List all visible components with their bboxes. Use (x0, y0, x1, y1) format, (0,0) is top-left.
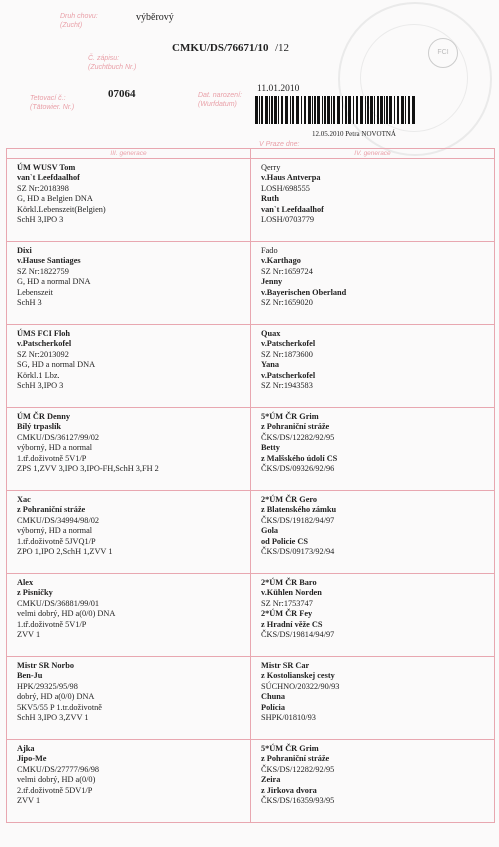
column-header-left: III. generace (7, 149, 251, 159)
pedigree-line: SZ Nr:1659724 (261, 266, 313, 276)
pedigree-line: Körkl.Lebenszeit(Belgien) (17, 204, 106, 214)
pedigree-line: v.Kühlen Norden (261, 588, 322, 598)
pedigree-line: Gola (261, 526, 279, 536)
pedigree-line: 1.tř.doživotně 5V1/P (17, 619, 87, 629)
pedigree-line: 1.tř.doživotně 5JVQ1/P (17, 536, 96, 546)
zapis-label: Č. zápisu: (Zuchtbuch Nr.) (88, 55, 137, 71)
pedigree-line: v.Hause Santiages (17, 256, 81, 266)
pedigree-cell-right (251, 159, 495, 242)
pedigree-line: Jipo-Me (17, 754, 47, 764)
pedigree-line: Jenny (261, 277, 283, 287)
pedigree-cell-left (7, 408, 251, 491)
pedigree-line: SchH 3 (17, 298, 42, 308)
pedigree-line: SZ Nr:1753747 (261, 598, 313, 608)
pedigree-line: Polícia (261, 702, 285, 712)
pedigree-cell-right (251, 574, 495, 657)
pedigree-cell-right (251, 408, 495, 491)
druh-value: výběrový (136, 12, 174, 23)
pedigree-line: z Pisničky (17, 588, 53, 598)
pedigree-line: SZ Nr:1659020 (261, 298, 313, 308)
table-row (7, 159, 495, 242)
pedigree-cell-right (251, 325, 495, 408)
pedigree-line: ZPO 1,IPO 2,SchH 1,ZVV 1 (17, 547, 113, 557)
pedigree-line: Dixi (17, 246, 32, 255)
pedigree-line: ZVV 1 (17, 796, 41, 806)
pedigree-line: z Kostolianskej cesty (261, 671, 335, 681)
pedigree-line: ČKS/DS/12282/92/95 (261, 764, 335, 774)
tet-value: 07064 (108, 88, 136, 100)
pedigree-line: 2*ÚM ČR Fey (261, 609, 313, 619)
praha-label: V Praze dne: (259, 141, 300, 148)
pedigree-line: dobrý, HD a(0/0) DNA (17, 692, 95, 702)
pedigree-line: SÚCHNO/20322/90/93 (261, 681, 340, 691)
pedigree-line: Yana (261, 360, 279, 370)
pedigree-line: ZVV 1 (17, 630, 41, 640)
pedigree-line: 5KV5/55 P 1.tr.doživotně (17, 702, 102, 712)
table-row (7, 325, 495, 408)
pedigree-line: SG, HD a normal DNA (17, 360, 96, 370)
pedigree-line: z Pohraniční stráže (17, 505, 86, 515)
date-value: 11.01.2010 (257, 84, 300, 94)
pedigree-line: SZ Nr:1943583 (261, 381, 313, 391)
pedigree-line: Xac (17, 495, 31, 504)
table-row (7, 574, 495, 657)
pedigree-line: Betty (261, 443, 280, 453)
pedigree-line: z Pohraniční stráže (261, 422, 330, 432)
pedigree-line: ČKS/DS/12282/92/95 (261, 432, 335, 442)
pedigree-line: LOSH/0703779 (261, 215, 315, 225)
pedigree-line: ÚM ČR Denny (17, 412, 71, 421)
pedigree-line: ČKS/DS/19182/94/97 (261, 515, 335, 525)
zapis-value: CMKU/DS/76671/10 (172, 42, 269, 54)
pedigree-line: v.Patscherkofel (17, 339, 72, 349)
pedigree-line: Fado (261, 246, 278, 255)
pedigree-line: SZ Nr:2018398 (17, 183, 69, 193)
pedigree-line: van`t Leefdaalhof (17, 173, 80, 183)
pedigree-line: výborný, HD a normal (17, 443, 93, 453)
pedigree-cell-left (7, 325, 251, 408)
pedigree-line: SZ Nr:2013092 (17, 349, 69, 359)
pedigree-cell-left (7, 242, 251, 325)
pedigree-line: Ruth (261, 194, 279, 204)
pedigree-line: ČKS/DS/09326/92/96 (261, 464, 335, 474)
tet-label: Tetovací č.: (Tätowier. Nr.) (30, 95, 75, 111)
pedigree-line: ČKS/DS/09173/92/94 (261, 547, 335, 557)
pedigree-line: SchH 3,IPO 3,ZVV 1 (17, 713, 89, 723)
pedigree-line: G, HD a Belgien DNA (17, 194, 93, 204)
pedigree-line: Bílý trpaslík (17, 422, 62, 432)
pedigree-line: 5*ÚM ČR Grim (261, 412, 319, 421)
signature-text: 12.05.2010 Petra NOVOTNÁ (312, 130, 396, 138)
pedigree-line: G, HD a normal DNA (17, 277, 91, 287)
pedigree-cell-left (7, 657, 251, 740)
pedigree-line: Lebenszeit (17, 287, 53, 297)
table-row (7, 408, 495, 491)
druh-label: Druh chovu: (Zucht) (60, 13, 98, 29)
barcode (255, 96, 415, 124)
pedigree-line: v.Haus Antverpa (261, 173, 321, 183)
pedigree-line: Chuna (261, 692, 285, 702)
pedigree-line: Körkl.1 Lbz. (17, 370, 60, 380)
pedigree-cell-left (7, 740, 251, 823)
pedigree-line: 2*ÚM ČR Gero (261, 495, 318, 504)
pedigree-line: CMKU/DS/36127/99/02 (17, 432, 100, 442)
zapis-suffix: /12 (275, 42, 290, 54)
pedigree-line: v.Bayerischen Oberland (261, 287, 347, 297)
pedigree-line: SZ Nr:1822759 (17, 266, 69, 276)
pedigree-line: velmi dobrý, HD a(0/0) (17, 775, 96, 785)
pedigree-line: 2.tř.doživotně 5DV1/P (17, 785, 93, 795)
pedigree-line: Zeira (261, 775, 281, 785)
pedigree-line: 5*ÚM ČR Grim (261, 744, 319, 753)
pedigree-line: CMKU/DS/34994/98/02 (17, 515, 100, 525)
pedigree-line: SZ Nr:1873600 (261, 349, 313, 359)
pedigree-cell-left (7, 159, 251, 242)
table-row (7, 491, 495, 574)
pedigree-line: Qerry (261, 163, 281, 172)
pedigree-line: CMKU/DS/36881/99/01 (17, 598, 100, 608)
table-row (7, 242, 495, 325)
pedigree-line: výborný, HD a normal (17, 526, 93, 536)
pedigree-line: v.Karthago (261, 256, 301, 266)
pedigree-line: z Jirkova dvora (261, 785, 317, 795)
pedigree-line: Alex (17, 578, 34, 587)
pedigree-cell-right (251, 491, 495, 574)
pedigree-cell-right (251, 657, 495, 740)
pedigree-table (6, 148, 495, 823)
pedigree-line: z Blatenského zámku (261, 505, 337, 515)
pedigree-line: v.Patscherkofel (261, 370, 316, 380)
pedigree-line: v.Patscherkofel (261, 339, 316, 349)
pedigree-line: ZPS 1,ZVV 3,IPO 3,IPO-FH,SchH 3,FH 2 (17, 464, 159, 474)
pedigree-line: CMKU/DS/27777/96/98 (17, 764, 100, 774)
pedigree-line: HPK/29325/95/98 (17, 681, 78, 691)
pedigree-line: ČKS/DS/19814/94/97 (261, 630, 335, 640)
table-row (7, 740, 495, 823)
pedigree-line: LOSH/698555 (261, 183, 310, 193)
pedigree-line: SchH 3,IPO 3 (17, 215, 64, 225)
pedigree-line: z Hradní věže CS (261, 619, 323, 629)
pedigree-line: van`t Leefdaalhof (261, 204, 324, 214)
pedigree-line: SchH 3,IPO 3 (17, 381, 64, 391)
pedigree-line: Quax (261, 329, 281, 338)
fci-logo: FCI (428, 38, 458, 68)
pedigree-line: ČKS/DS/16359/93/95 (261, 796, 335, 806)
pedigree-cell-left (7, 574, 251, 657)
pedigree-line: ÚM WUSV Tom (17, 163, 76, 172)
pedigree-cell-right (251, 740, 495, 823)
date-label: Dat. narození: (Wurfdatum) (198, 92, 242, 108)
pedigree-line: 1.tř.doživotně 5V1/P (17, 453, 87, 463)
pedigree-line: ÚMS FCI Floh (17, 329, 71, 338)
pedigree-line: z Malšského údolí CS (261, 453, 338, 463)
pedigree-cell-left (7, 491, 251, 574)
pedigree-line: Mistr SR Car (261, 661, 310, 670)
pedigree-cell-right (251, 242, 495, 325)
table-row (7, 657, 495, 740)
pedigree-line: z Pohraniční stráže (261, 754, 330, 764)
pedigree-line: SHPK/01810/93 (261, 713, 316, 723)
pedigree-line: Ben-Ju (17, 671, 43, 681)
pedigree-line: Mistr SR Norbo (17, 661, 75, 670)
column-header-right: IV. generace (251, 149, 495, 159)
pedigree-line: velmi dobrý, HD a(0/0) DNA (17, 609, 116, 619)
pedigree-line: 2*ÚM ČR Baro (261, 578, 317, 587)
pedigree-line: Ajka (17, 744, 35, 753)
pedigree-line: od Policie CS (261, 536, 309, 546)
